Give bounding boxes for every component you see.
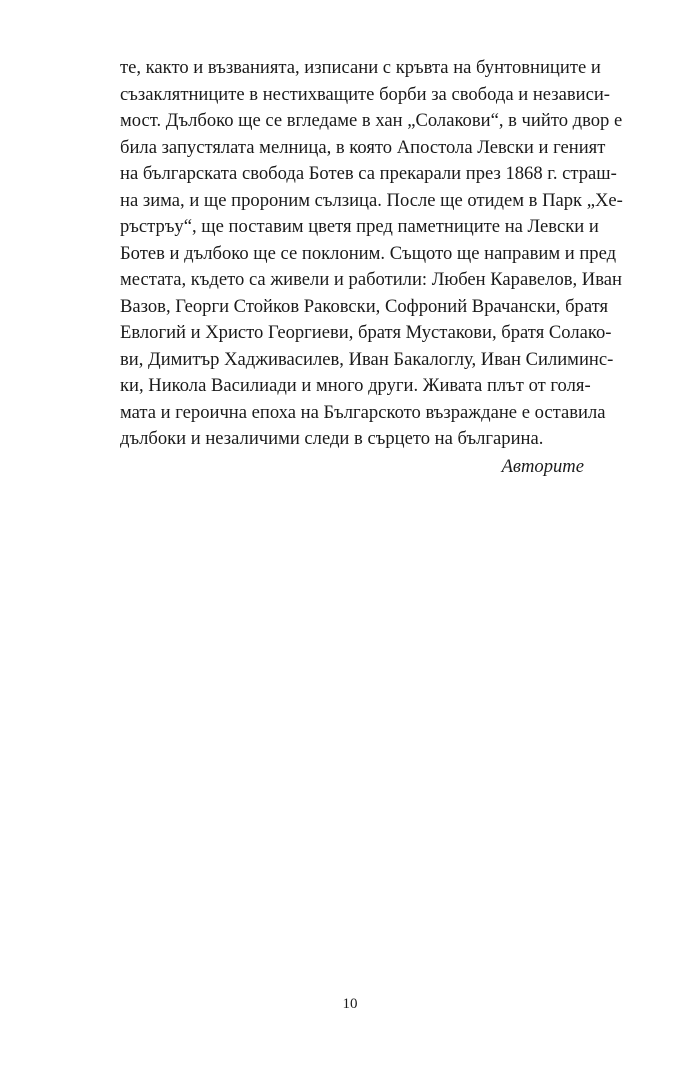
text-line: Ботев и дълбоко ще се поклоним. Същото ще направим и пред <box>120 242 617 264</box>
text-line: ви, Димитър Хадживасилев, Иван Бакалоглу, Иван Силиминс- <box>120 348 614 370</box>
text-line: Вазов, Георги Стойков Раковски, Софроний Врачански, братя <box>120 295 609 317</box>
text-line: местата, където са живели и работили: Любен Каравелов, Иван <box>120 269 622 290</box>
text-line: на българската свобода Ботев са прекарали през 1868 г. страш- <box>120 163 617 184</box>
author-signature: Авторите <box>501 456 584 477</box>
text-line: Евлогий и Христо Георгиеви, братя Мустакови, братя Солако- <box>120 322 612 343</box>
text-line: ки, Никола Василиади и много други. Живата плът от голя- <box>120 375 591 396</box>
text-line: на зима, и ще пророним сълзица. После ще отидем в Парк „Хе- <box>120 189 623 211</box>
text-line: съзаклятниците в нестихващите борби за свобода и независи- <box>120 83 610 105</box>
page-number: 10 <box>342 996 358 1012</box>
text-line: те, както и възванията, изписани с кръвта на бунтовниците и <box>120 57 601 78</box>
text-line-last: дълбоки и незаличими следи в сърцето на българина. <box>120 428 544 449</box>
text-line: мост. Дълбоко ще се вгледаме в хан „Солакови“, в чийто двор е <box>120 110 623 131</box>
text-line: ръстръу“, ще поставим цветя пред паметниците на Левски и <box>120 216 599 237</box>
body-paragraph <box>120 55 623 453</box>
text-line: мата и героична епоха на Българското възраждане е оставила <box>120 401 606 423</box>
text-line: била запустялата мелница, в която Апостола Левски и геният <box>120 136 606 158</box>
